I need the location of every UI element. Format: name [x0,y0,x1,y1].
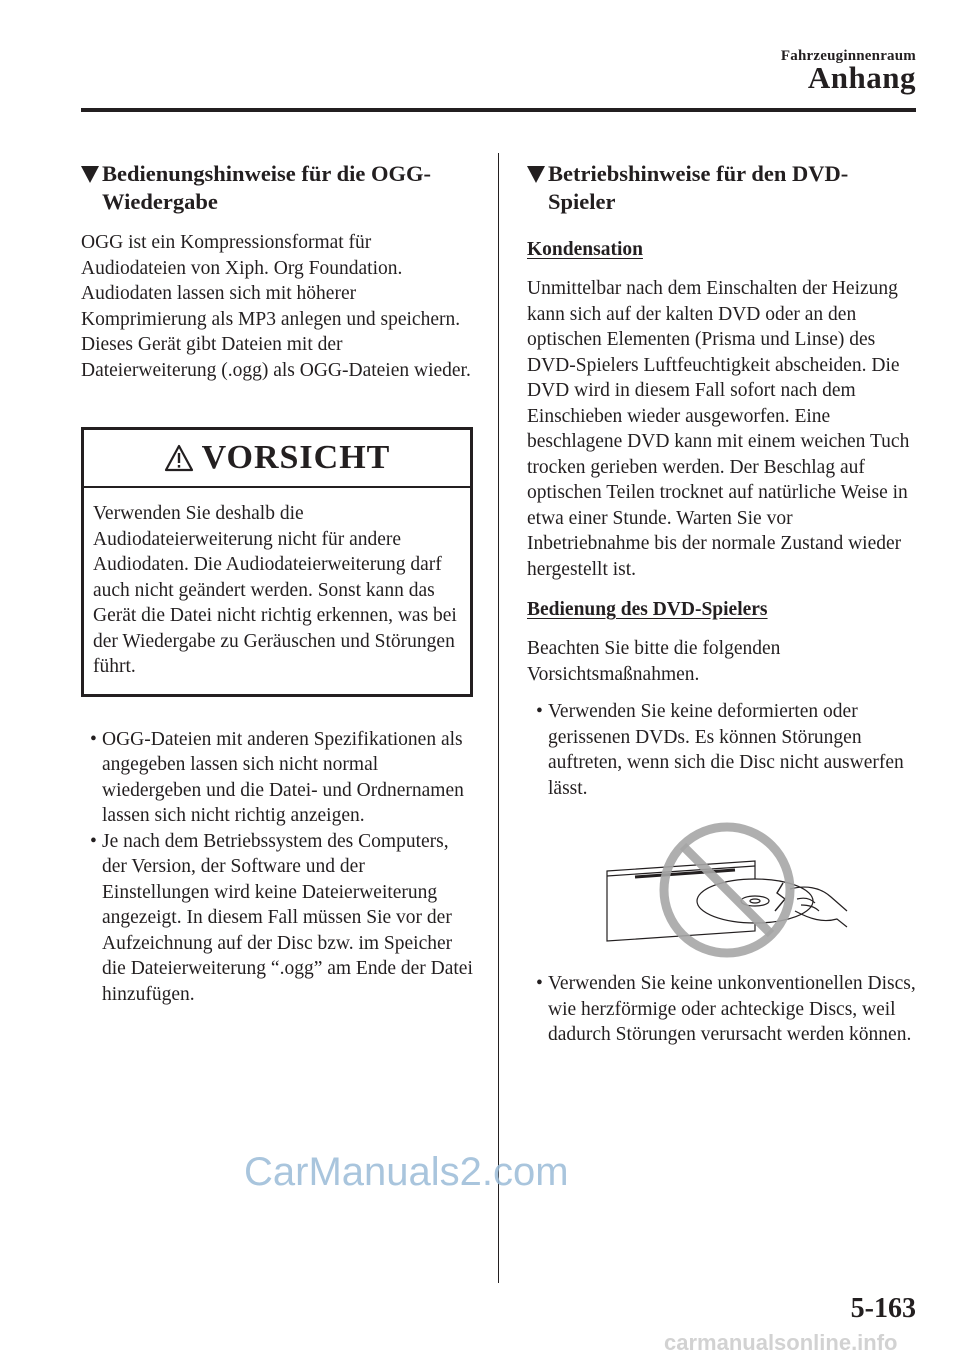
warning-triangle-icon [164,444,194,472]
dvd-heading-line2: Spieler [548,189,616,214]
column-divider [498,153,499,1283]
caution-title: VORSICHT [201,439,391,476]
bullet-marker: • [536,701,543,722]
list-item [527,699,917,801]
ogg-heading-line1: Bedienungshinweise für die OGG- [102,161,432,186]
list-item [81,727,473,829]
list-item-text: OGG-Dateien mit anderen Spezifikationen als angegeben lassen sich nicht normal wiedergeben und die Datei- und Ordnernamen lassen sich nicht richtig anzeigen. [102,728,464,826]
list-item [81,829,473,1008]
bullet-marker: • [90,728,97,750]
condensation-paragraph: Unmittelbar nach dem Einschalten der Heizung kann sich auf der kalten DVD oder an den optischen Elementen (Prisma und Linse) des DVD-Spielers Luftfeuchtigkeit abscheiden. Die DVD wird in diesem Fall sofort nach dem Einschieben wieder ausgeworfen. Eine beschlagene DVD kann mit einem weichen Tuch trocken gerieben werden. Der Beschlag auf optischen Teilen trocknet auf natürliche Weise in etwa einer Stunde. Warten Sie vor Inbetriebnahme bis der normale Zustand wieder hergestellt ist. [527,278,910,580]
section-triangle-icon [81,166,99,183]
header-title: Anhang [807,60,916,95]
bullet-marker: • [90,830,97,852]
ogg-heading-text [102,160,431,216]
dvd-heading-line1: Betriebshinweise für den DVD- [548,161,849,186]
ogg-section-heading [81,160,473,216]
header-section-label: Fahrzeuginnenraum [780,48,916,64]
caution-box [81,427,473,697]
list-item-text: Verwenden Sie keine unkonventionellen Discs, wie herzförmige oder achteckige Discs, weil dadurch Störungen verursacht werden können. [548,973,916,1045]
right-column [527,160,917,1048]
dvd-bullet-list-2 [527,971,917,1048]
bullet-marker: • [536,973,543,994]
dvd-section-heading [527,160,917,216]
page-number: 5-163 [850,1293,916,1324]
watermark-carmanualsonline: carmanualsonline.info [664,1330,898,1355]
caution-header [84,430,470,488]
left-column [81,160,473,1007]
dvd-heading-text [548,160,848,216]
condensation-subheading: Kondensation [527,239,643,260]
dvd-operation-subheading: Bedienung des DVD-Spielers [527,599,768,620]
ogg-intro-paragraph: OGG ist ein Kompressionsformat für Audiodateien von Xiph. Org Foundation. Audiodaten lassen sich mit höherer Komprimierung als MP3 anlegen und speichern. [81,232,461,330]
header-rule [81,108,916,112]
watermark-carmanuals2: CarManuals2.com [244,1150,569,1194]
section-triangle-icon [527,166,545,183]
precautions-intro: Beachten Sie bitte die folgenden Vorsichtsmaßnahmen. [527,638,781,685]
ogg-playback-paragraph: Dieses Gerät gibt Dateien mit der Dateierweiterung (.ogg) als OGG-Dateien wieder. [81,334,471,381]
list-item [527,971,917,1048]
list-item-text: Verwenden Sie keine deformierten oder gerissenen DVDs. Es können Störungen auftreten, wenn sich die Disc nicht auswerfen lässt. [548,701,904,799]
ogg-heading-line2: Wiedergabe [102,189,218,214]
caution-text: Verwenden Sie deshalb die Audiodateierweiterung nicht für andere Audiodaten. Die Audiodateierweiterung darf auch nicht geändert werden. Sonst kann das Gerät die Datei nicht richtig erkennen, was bei der Wiedergabe zu Geräuschen und Störungen führt. [93,503,457,677]
list-item-text: Je nach dem Betriebssystem des Computers, der Version, der Software und der Einstellungen wird keine Dateierweiterung angezeigt. In diesem Fall müssen Sie vor der Aufzeichnung auf der Disc bzw. im Speicher die Dateierweiterung “.ogg” am Ende der Datei hinzufügen. [102,830,473,1005]
ogg-bullet-list [81,727,473,1008]
no-damaged-disc-illustration [605,819,850,961]
dvd-bullet-list [527,699,917,801]
